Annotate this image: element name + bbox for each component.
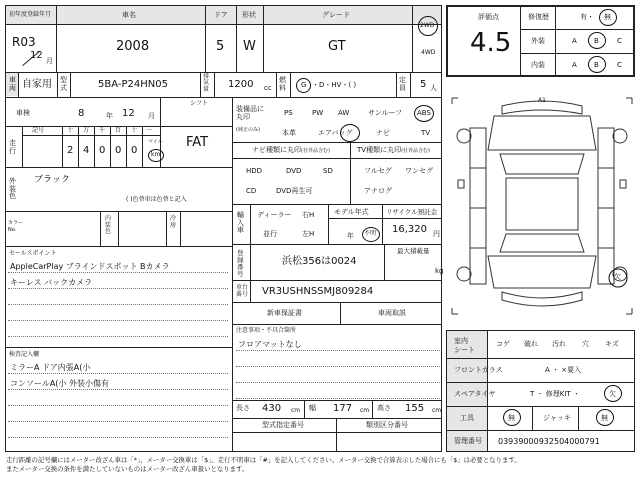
footer-line2: またメーター交換の条件を満たしていないものはメーター改ざん車扱いとなります。 bbox=[6, 465, 249, 474]
width-unit: cm bbox=[360, 407, 370, 414]
repair-no: 無 bbox=[604, 13, 611, 21]
length-value: 430 bbox=[262, 403, 282, 414]
fuel-g: G bbox=[301, 81, 307, 89]
mileage-digit-1: 2 bbox=[67, 145, 74, 156]
seat-scratch: キズ bbox=[605, 340, 619, 348]
sales-point-line1: AppleCarPlay ブラインドスポット Bカメラ bbox=[10, 262, 170, 271]
inspector-label: 検査記入欄 bbox=[9, 351, 40, 358]
seat-hole: 穴 bbox=[582, 340, 589, 348]
inspection-month-unit: 月 bbox=[148, 112, 155, 120]
category-label: 類別区分番号 bbox=[366, 421, 408, 429]
model-name: 2008 bbox=[116, 39, 150, 54]
inspector-line2: コンソールA(小 外装小傷有 bbox=[10, 379, 109, 388]
model-name-label: 車名 bbox=[122, 11, 136, 19]
model-year-label: モデル年式 bbox=[334, 208, 369, 216]
seat-tear: 破れ bbox=[524, 340, 538, 348]
front-glass-label: フロントガラス bbox=[454, 366, 503, 374]
interior-c: C bbox=[617, 61, 622, 69]
footer-line1: 走行距離の記号欄にはメーター改ざん車は「*」、メーター交換車は「$」、走行不明車は「#」を記入してください。メーター交換で合算表示した場合にも「$」は必要となります。 bbox=[6, 456, 521, 464]
equipment-title: 装備品に 丸印 bbox=[236, 105, 264, 122]
model-code: 5BA-P24HN05 bbox=[98, 79, 168, 90]
color-note: ( )色替車は色替と記入 bbox=[126, 196, 187, 203]
jack-value: 無 bbox=[601, 414, 608, 422]
import-label: 輸 入 車 bbox=[237, 211, 244, 235]
shape-label: 形状 bbox=[242, 11, 256, 19]
exterior-a: A bbox=[572, 37, 577, 45]
mileage-head-2: 万 bbox=[83, 127, 90, 134]
model-year-unit: 年 bbox=[347, 232, 354, 240]
footer bbox=[6, 456, 636, 475]
equip-airbag: エアバッグ bbox=[318, 129, 353, 137]
interior-b: B bbox=[594, 61, 599, 69]
height-value: 155 bbox=[405, 403, 425, 414]
fuel-options: ・D・HV・( ) bbox=[312, 81, 357, 89]
mileage-unit-km: km bbox=[151, 151, 161, 158]
notes-line1: フロアマットなし bbox=[238, 340, 302, 349]
mileage-head-4: 百 bbox=[115, 127, 122, 134]
equip-aw: AW bbox=[338, 109, 350, 117]
exterior-label: 外装 bbox=[531, 37, 545, 45]
model-spec-label: 型式指定番号 bbox=[262, 421, 304, 429]
mileage-head-3: 千 bbox=[99, 127, 106, 134]
max-load-kg: kg bbox=[435, 267, 444, 275]
nav-hdd: HDD bbox=[246, 167, 263, 175]
interior-label: 内装 bbox=[531, 61, 545, 69]
new-car-warranty: 新車保証書 bbox=[267, 309, 302, 317]
front-glass-value: A ・ ×要入 bbox=[545, 366, 582, 374]
mileage-head-5: 十 bbox=[131, 127, 138, 134]
plate-value: 浜松356は0024 bbox=[282, 256, 357, 267]
color-label: 外 装 色 bbox=[9, 177, 16, 201]
equip-ps: PS bbox=[284, 109, 293, 117]
equip-abs: ABS bbox=[417, 109, 431, 117]
use-label: 車 両 bbox=[9, 76, 16, 92]
capacity-label: 定 員 bbox=[399, 76, 406, 92]
registration-year: R03 bbox=[12, 35, 36, 49]
height-unit: cm bbox=[432, 407, 442, 414]
displacement: 1200 bbox=[228, 79, 254, 90]
nav-sd: SD bbox=[323, 167, 333, 175]
import-parallel: 並行 bbox=[263, 230, 277, 238]
equip-leather: 本革 bbox=[282, 129, 296, 137]
interior-color-label: 内 装 色 bbox=[105, 215, 112, 236]
exterior-b: B bbox=[594, 37, 599, 45]
length-unit: cm bbox=[291, 407, 301, 414]
seat-label: 室内 シート bbox=[454, 337, 475, 355]
doors-label: ドア bbox=[214, 11, 228, 19]
exterior-c: C bbox=[617, 37, 622, 45]
mileage-head-1: 十 bbox=[67, 127, 74, 134]
mileage-digit-3: 0 bbox=[99, 145, 106, 156]
use-value: 自家用 bbox=[22, 79, 52, 90]
capacity: 5 bbox=[420, 79, 427, 90]
mgmt-label: 管理番号 bbox=[454, 437, 482, 445]
repair-yes: 有・ bbox=[580, 13, 594, 21]
seat-burn: コゲ bbox=[496, 340, 510, 348]
mileage-head-0: 記号 bbox=[32, 127, 45, 134]
length-label: 長さ bbox=[236, 404, 250, 412]
mileage-digit-5: 0 bbox=[131, 145, 138, 156]
color-no-label: カラー No. bbox=[8, 220, 24, 233]
spare-tire-label: スペアタイヤ bbox=[454, 390, 496, 398]
shape-value: W bbox=[243, 39, 256, 54]
drive-2wd: 2WD bbox=[420, 22, 435, 29]
registration-month: 12 bbox=[30, 50, 43, 61]
inspection-year: 8 bbox=[78, 108, 85, 119]
color-value: ブラック bbox=[34, 175, 70, 185]
equipment-note: (純正のみ) bbox=[236, 127, 260, 133]
diagram-mark: 欠 bbox=[614, 273, 621, 281]
fuel-label: 燃 料 bbox=[279, 76, 286, 92]
vehicle-manual: 車両取説 bbox=[378, 309, 406, 317]
grade-label: グレード bbox=[322, 11, 350, 19]
car-damage-diagram bbox=[450, 88, 634, 324]
inspection-year-unit: 年 bbox=[106, 112, 113, 120]
width-label: 幅 bbox=[309, 404, 316, 412]
nav-dvd-play: DVD再生可 bbox=[276, 187, 313, 195]
mileage-head-6: 一 bbox=[146, 127, 153, 134]
mgmt-number: 0393900093250400079​1 bbox=[498, 437, 600, 446]
recycle-fee-yen: 円 bbox=[433, 230, 440, 238]
grade-value: GT bbox=[328, 39, 346, 54]
equip-sunroof: サンルーフ bbox=[368, 109, 403, 117]
recycle-fee-label: リサイクル預託金 bbox=[386, 208, 438, 216]
inspector-line1: ミラーA ドア内張A(小 bbox=[10, 363, 91, 372]
interior-a: A bbox=[572, 61, 577, 69]
import-left: 左H bbox=[302, 230, 315, 238]
mileage-digit-2: 4 bbox=[83, 145, 90, 156]
recycle-fee: 16,320 bbox=[392, 224, 427, 235]
equip-tv: TV bbox=[421, 129, 431, 137]
tools-value: 無 bbox=[508, 414, 515, 422]
tv-oneseg: ワンセグ bbox=[405, 167, 433, 175]
shift-label: シフト bbox=[190, 100, 209, 107]
vin-value: VR3USHNSSMJ809284 bbox=[262, 286, 374, 297]
nav-title: ナビ種類に丸印(社外品含む) bbox=[252, 146, 330, 154]
drive-4wd: 4WD bbox=[421, 49, 436, 56]
diagram-a1: A1 bbox=[538, 97, 546, 104]
import-dealer: ディーラー bbox=[257, 211, 292, 219]
seat-stain: 汚れ bbox=[552, 340, 566, 348]
tv-analog: アナログ bbox=[364, 187, 392, 195]
model-code-label: 型 式 bbox=[60, 76, 67, 92]
displacement-label: 排 気 量 bbox=[203, 73, 210, 93]
nav-dvd: DVD bbox=[286, 167, 302, 175]
height-label: 高さ bbox=[377, 404, 391, 412]
month-unit: 月 bbox=[46, 57, 53, 65]
width-value: 177 bbox=[333, 403, 353, 414]
tv-title: TV種類に丸印(社外品含む) bbox=[357, 146, 430, 154]
max-load-label: 最大積載量 bbox=[397, 247, 430, 255]
shift-value: FAT bbox=[186, 135, 209, 150]
mileage-unit-mile: マイル bbox=[148, 139, 163, 145]
equip-navi: ナビ bbox=[376, 129, 390, 137]
plate-label: 登 録 番 号 bbox=[237, 249, 244, 279]
score-label: 評価点 bbox=[478, 13, 499, 21]
import-right: 右H bbox=[302, 211, 315, 219]
doors-value: 5 bbox=[216, 39, 225, 54]
inspection-month: 12 bbox=[122, 108, 135, 119]
score-value: 4.5 bbox=[470, 28, 512, 58]
spare-tire-none: 欠 bbox=[609, 390, 616, 398]
aircon-label: 冷 房 bbox=[170, 215, 177, 229]
tools-label: 工具 bbox=[460, 414, 474, 422]
displacement-unit: cc bbox=[264, 84, 272, 92]
inspection-label: 車検 bbox=[16, 109, 30, 117]
registration-label: 初年度登録年月 bbox=[9, 11, 52, 18]
spare-tire-value: T ・ 修理KIT ・ bbox=[530, 390, 580, 398]
sales-point-line2: キーレス バックカメラ bbox=[10, 278, 93, 287]
equip-pw: PW bbox=[312, 109, 324, 117]
mileage-label: 走 行 bbox=[9, 139, 16, 155]
model-year-unknown: 不明 bbox=[364, 230, 377, 237]
tv-fullseg: フルセグ bbox=[364, 167, 392, 175]
vin-label: 車台 番号 bbox=[236, 284, 249, 298]
jack-label: ジャッキ bbox=[543, 414, 571, 422]
sales-point-label: セールスポイント bbox=[9, 250, 57, 257]
capacity-unit: 人 bbox=[430, 84, 437, 92]
nav-cd: CD bbox=[246, 187, 257, 195]
mileage-digit-4: 0 bbox=[115, 145, 122, 156]
repair-label: 修復歴 bbox=[528, 13, 549, 21]
notes-label: 注意事項・不具合箇所 bbox=[236, 327, 297, 334]
